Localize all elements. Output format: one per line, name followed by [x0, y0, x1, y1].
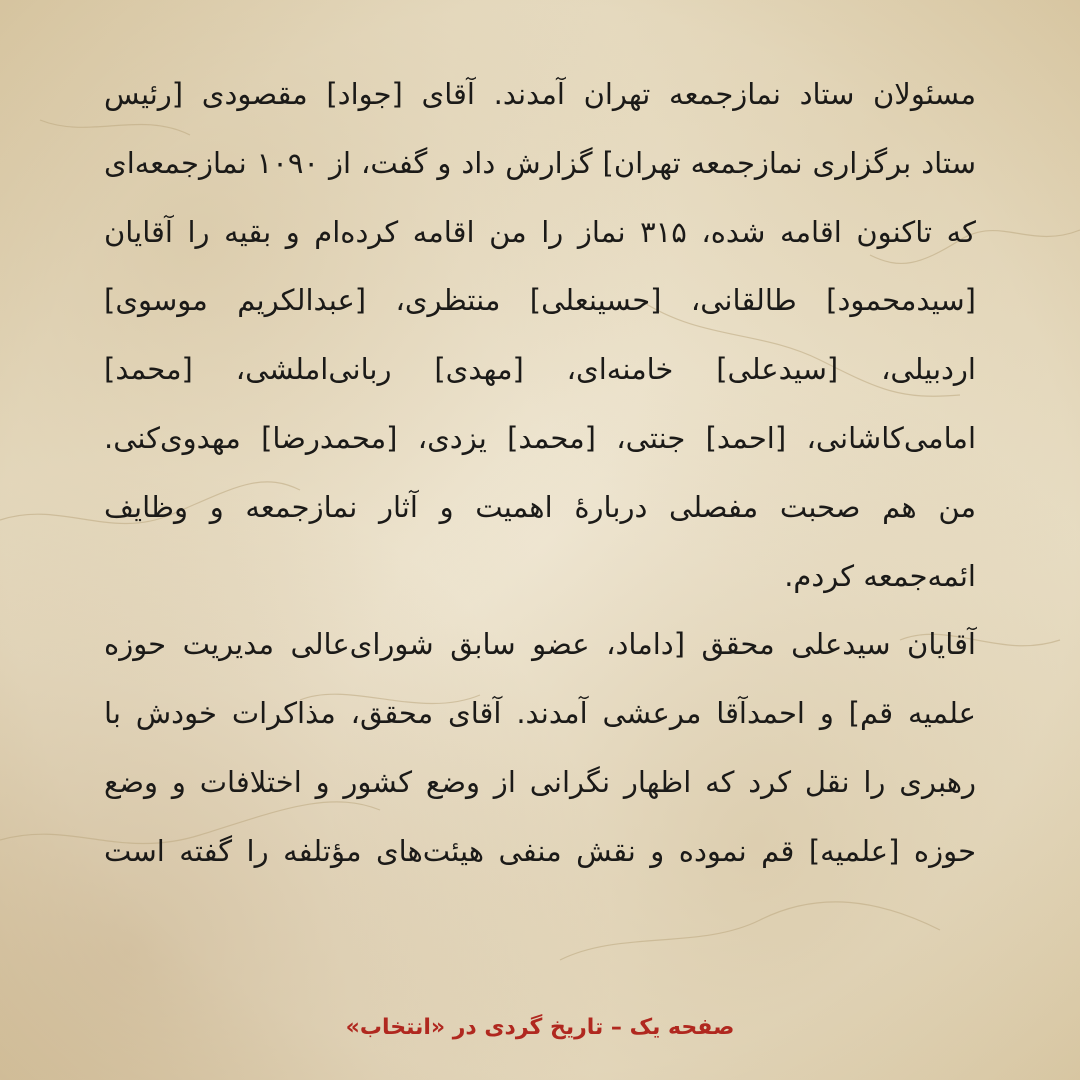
- text-line-11: رهبری را نقل کرد که اظهار نگرانی از وضع کشور و اختلافات و وضع: [104, 764, 976, 799]
- text-line-9: آقایان سیدعلی محقق [داماد، عضو سابق شورای‌عالی مدیریت حوزه: [104, 627, 976, 662]
- text-line-6: امامی‌کاشانی، [احمد] جنتی، [محمد] یزدی، [محمدرضا] مهدوی‌کنی.: [104, 420, 976, 455]
- text-line-1: مسئولان ستاد نمازجمعه تهران آمدند. آقای [جواد] مقصودی [رئیس: [104, 77, 976, 111]
- text-line-3: که تاکنون اقامه شده، ۳۱۵ نماز را من اقامه کرده‌ام و بقیه را آقایان: [104, 214, 976, 249]
- text-line-8: ائمه‌جمعه کردم.: [784, 558, 976, 593]
- text-line-2: ستاد برگزاری نمازجمعه تهران] گزارش داد و گفت، از ۱۰۹۰ نمازجمعه‌ای: [104, 145, 976, 180]
- text-line-4: [سیدمحمود] طالقانی، [حسینعلی] منتظری، [عبدالکریم موسوی]: [104, 283, 976, 318]
- footer-caption: صفحه یک – تاریخ گردی در «انتخاب»: [345, 1015, 735, 1040]
- text-line-10: علمیه قم] و احمدآقا مرعشی آمدند. آقای محقق، مذاکرات خودش با: [104, 696, 976, 731]
- body-text: [104, 60, 976, 886]
- text-line-7: من هم صحبت مفصلی دربارهٔ اهمیت و آثار نمازجمعه و وظایف: [104, 489, 976, 524]
- text-line-5: اردبیلی، [سیدعلی] خامنه‌ای، [مهدی] ربانی‌املشی، [محمد]: [104, 352, 976, 387]
- text-line-12: حوزه [علمیه] قم نموده و نقش منفی هیئت‌های مؤتلفه را گفته است: [104, 833, 976, 868]
